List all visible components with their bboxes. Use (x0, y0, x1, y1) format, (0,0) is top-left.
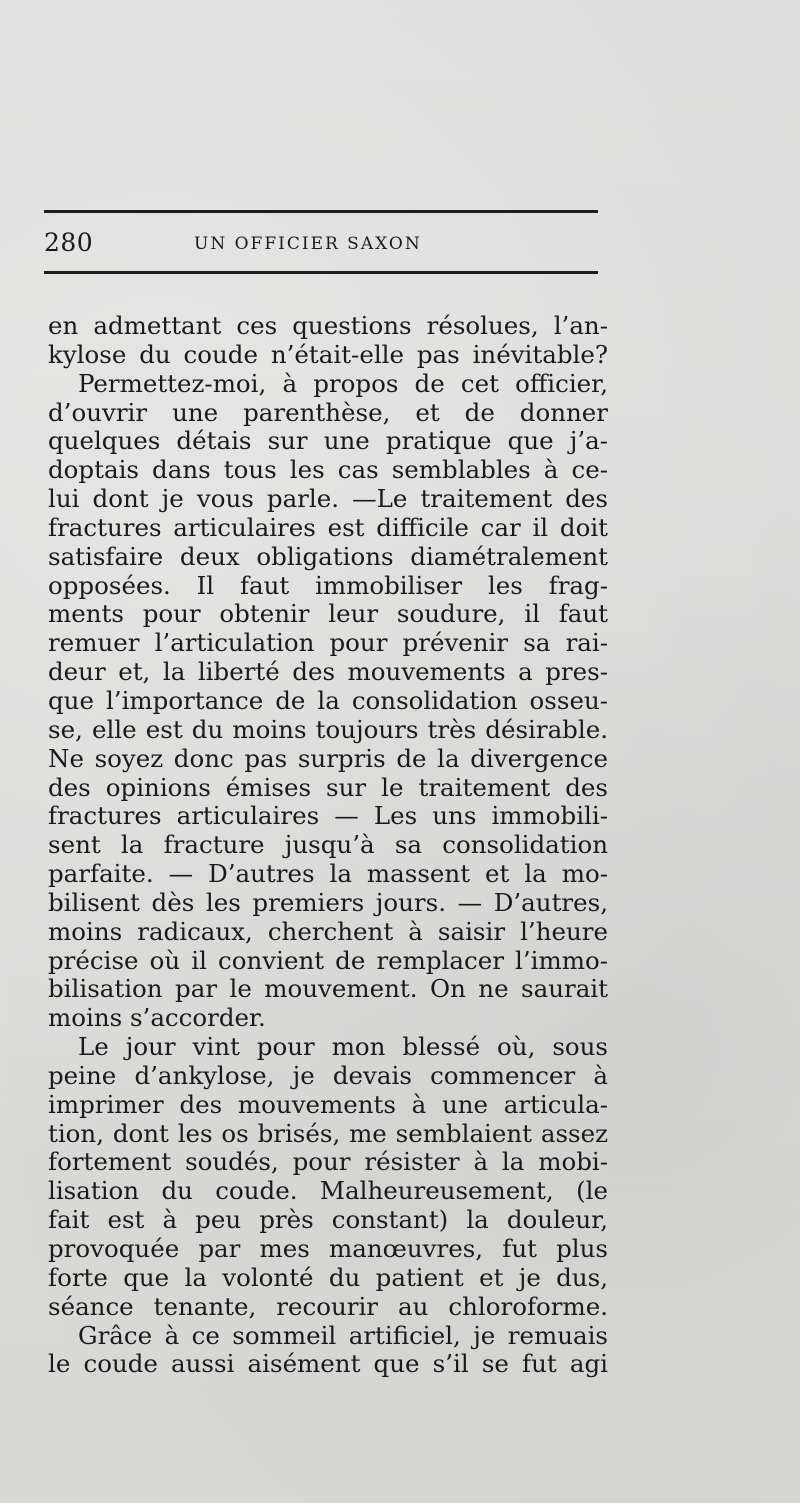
page-header (44, 226, 598, 262)
text-line: bilisation par le mouvement. On ne saurait (48, 974, 608, 1004)
text-line: que l’importance de la consolidation osseu- (48, 685, 608, 715)
body-text (48, 312, 608, 1379)
text-line: séance tenante, recourir au chloroforme. (48, 1291, 608, 1321)
text-line: Ne soyez donc pas surpris de la divergence (48, 743, 608, 773)
text-line: lui dont je vous parle. —Le traitement des (48, 484, 608, 514)
text-line: précise où il convient de remplacer l’immo- (48, 945, 608, 975)
text-line: doptais dans tous les cas semblables à ce- (48, 455, 608, 485)
text-line: opposées. Il faut immobiliser les frag- (48, 570, 608, 600)
text-line: bilisent dès les premiers jours. — D’autres, (48, 887, 608, 917)
text-line: moins radicaux, cherchent à saisir l’heure (48, 916, 608, 946)
text-line: forte que la volonté du patient et je dus, (48, 1262, 608, 1292)
text-line: fractures articulaires est difficile car il doit (48, 512, 608, 542)
text-line: kylose du coude n’était-elle pas inévitable? (48, 339, 608, 369)
text-line: des opinions émises sur le traitement des (48, 772, 608, 802)
text-line: Permettez-moi, à propos de cet officier, (78, 368, 608, 398)
text-line: fractures articulaires — Les uns immobili- (48, 801, 608, 831)
text-line: lisation du coude. Malheureusement, (le (48, 1176, 608, 1206)
text-line: tion, dont les os brisés, me semblaient assez (48, 1118, 608, 1148)
header-rule-top (44, 210, 598, 213)
text-line: sent la fracture jusqu’à sa consolidation (48, 830, 608, 860)
text-line: Grâce à ce sommeil artificiel, je remuais (78, 1320, 608, 1350)
text-line: Le jour vint pour mon blessé où, sous (78, 1032, 608, 1062)
text-line: ments pour obtenir leur soudure, il faut (48, 599, 608, 629)
text-line: provoquée par mes manœuvres, fut plus (48, 1234, 608, 1263)
page-number: 280 (44, 228, 94, 257)
text-line: parfaite. — D’autres la massent et la mo- (48, 859, 608, 889)
text-line: le coude aussi aisément que s’il se fut agi (48, 1349, 608, 1379)
header-rule-bottom (44, 271, 598, 274)
text-line: se, elle est du moins toujours très désirable. (48, 714, 608, 744)
text-line: satisfaire deux obligations diamétralement (48, 541, 608, 571)
running-title: UN OFFICIER SAXON (194, 234, 422, 254)
text-line: remuer l’articulation pour prévenir sa rai- (48, 628, 608, 658)
text-line: fait est à peu près constant) la douleur, (48, 1205, 608, 1235)
text-line: peine d’ankylose, je devais commencer à (48, 1060, 608, 1090)
text-line: en admettant ces questions résolues, l’an- (48, 311, 608, 340)
text-line: deur et, la liberté des mouvements a pres- (48, 657, 608, 687)
text-line: fortement soudés, pour résister à la mobi- (48, 1147, 608, 1177)
text-line: imprimer des mouvements à une articula- (48, 1089, 608, 1119)
text-line: moins s’accorder. (48, 1003, 266, 1033)
text-line: quelques détais sur une pratique que j’a- (48, 426, 608, 456)
text-line: d’ouvrir une parenthèse, et de donner (48, 397, 608, 427)
